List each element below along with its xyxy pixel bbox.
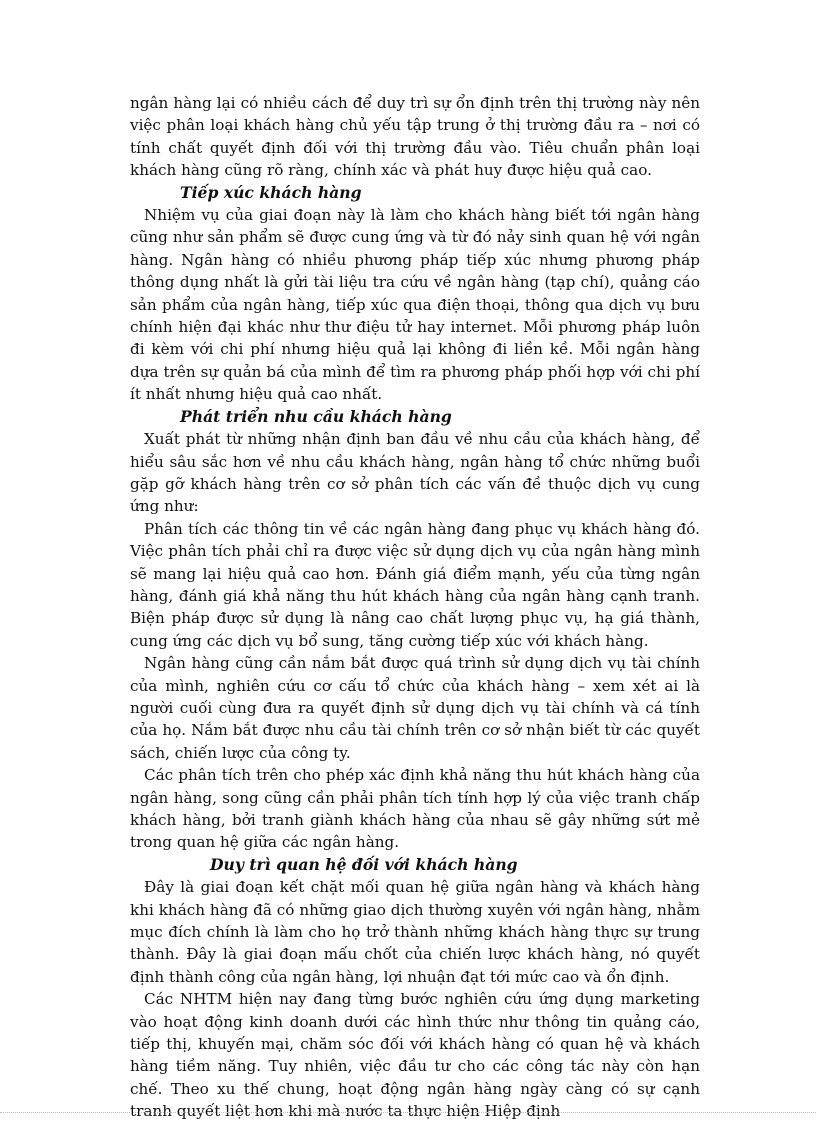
paragraph-tiep-xuc: Nhiệm vụ của giai đoạn này là làm cho khách hàng biết tới ngân hàng cũng như sản phẩm sẽ được cung ứng và từ đó nảy sinh quan hệ với ngân hàng. Ngân hàng có nhiều phương pháp tiếp xúc nhưng phương pháp thông dụng nhất là gửi tài liệu tra cứu về ngân hàng (tạp chí), quảng cáo sản phẩm của ngân hàng, tiếp xúc qua điện thoại, thông qua dịch vụ bưu chính hiện đại khác như thư điệu tử hay internet. Mỗi phương pháp luôn đi kèm với chi phí nhưng hiệu quả lại không đi liền kề. Mỗi ngân hàng dựa trên sự quản bá của mình để tìm ra phương pháp phối hợp với chi phí ít nhất nhưng hiệu quả cao nhất. [130, 206, 700, 404]
page-bottom-divider [0, 1112, 816, 1113]
heading-duy-tri: Duy trì quan hệ đối với khách hàng [210, 854, 518, 874]
heading-tiep-xuc: Tiếp xúc khách hàng [180, 182, 362, 202]
paragraph-intro: ngân hàng lại có nhiều cách để duy trì sự ổn định trên thị trường này nên việc phân loại khách hàng chủ yếu tập trung ở thị trường đầu ra – nơi có tính chất quyết định đối với thị trường đầu vào. Tiêu chuẩn phân loại khách hàng cũng rõ ràng, chính xác và phát huy được hiệu quả cao. [130, 94, 700, 180]
paragraph-phat-trien-2: Phân tích các thông tin về các ngân hàng đang phục vụ khách hàng đó. Việc phân tích phải chỉ ra được việc sử dụng dịch vụ của ngân hàng mình sẽ mang lại hiệu quả cao hơn. Đánh giá điểm mạnh, yếu của từng ngân hàng, đánh giá khả năng thu hút khách hàng của ngân hàng cạnh tranh. Biện pháp được sử dụng là nâng cao chất lượng phục vụ, hạ giá thành, cung ứng các dịch vụ bổ sung, tăng cường tiếp xúc với khách hàng. [130, 519, 700, 650]
heading-phat-trien: Phát triển nhu cầu khách hàng [180, 406, 452, 426]
paragraph-duy-tri-1: Đây là giai đoạn kết chặt mối quan hệ giữa ngân hàng và khách hàng khi khách hàng đã có những giao dịch thường xuyên với ngân hàng, nhằm mục đích chính là làm cho họ trở thành những khách hàng thực sự trung thành. Đây là giai đoạn mấu chốt của chiến lược khách hàng, nó quyết định thành công của ngân hàng, lợi nhuận đạt tới mức cao và ổn định. [130, 878, 700, 986]
document-body [130, 92, 700, 1123]
paragraph-phat-trien-4: Các phân tích trên cho phép xác định khả năng thu hút khách hàng của ngân hàng, song cũng cần phải phân tích tính hợp lý của việc tranh chấp khách hàng, bởi tranh giành khách hàng của nhau sẽ gây những sứt mẻ trong quan hệ giữa các ngân hàng. [130, 766, 700, 852]
paragraph-phat-trien-1: Xuất phát từ những nhận định ban đầu về nhu cầu của khách hàng, để hiểu sâu sắc hơn về nhu cầu khách hàng, ngân hàng tổ chức những buổi gặp gỡ khách hàng trên cơ sở phân tích các vấn đề thuộc dịch vụ cung ứng như: [130, 430, 700, 516]
paragraph-duy-tri-2: Các NHTM hiện nay đang từng bước nghiên cứu ứng dụng marketing vào hoạt động kinh doanh dưới các hình thức như thông tin quảng cáo, tiếp thị, khuyến mại, chăm sóc đối với khách hàng có quan hệ và khách hàng tiềm năng. Tuy nhiên, việc đầu tư cho các công tác này còn hạn chế. Theo xu thế chung, hoạt động ngân hàng ngày càng có sự cạnh tranh quyết liệt hơn khi mà nước ta thực hiện Hiệp định [130, 990, 700, 1121]
paragraph-phat-trien-3: Ngân hàng cũng cần nắm bắt được quá trình sử dụng dịch vụ tài chính của mình, nghiên cứu cơ cấu tổ chức của khách hàng – xem xét ai là người cuối cùng đưa ra quyết định sử dụng dịch vụ tài chính và cá tính của họ. Nắm bắt được nhu cầu tài chính trên cơ sở nhận biết từ các quyết sách, chiến lược của công ty. [130, 654, 700, 762]
